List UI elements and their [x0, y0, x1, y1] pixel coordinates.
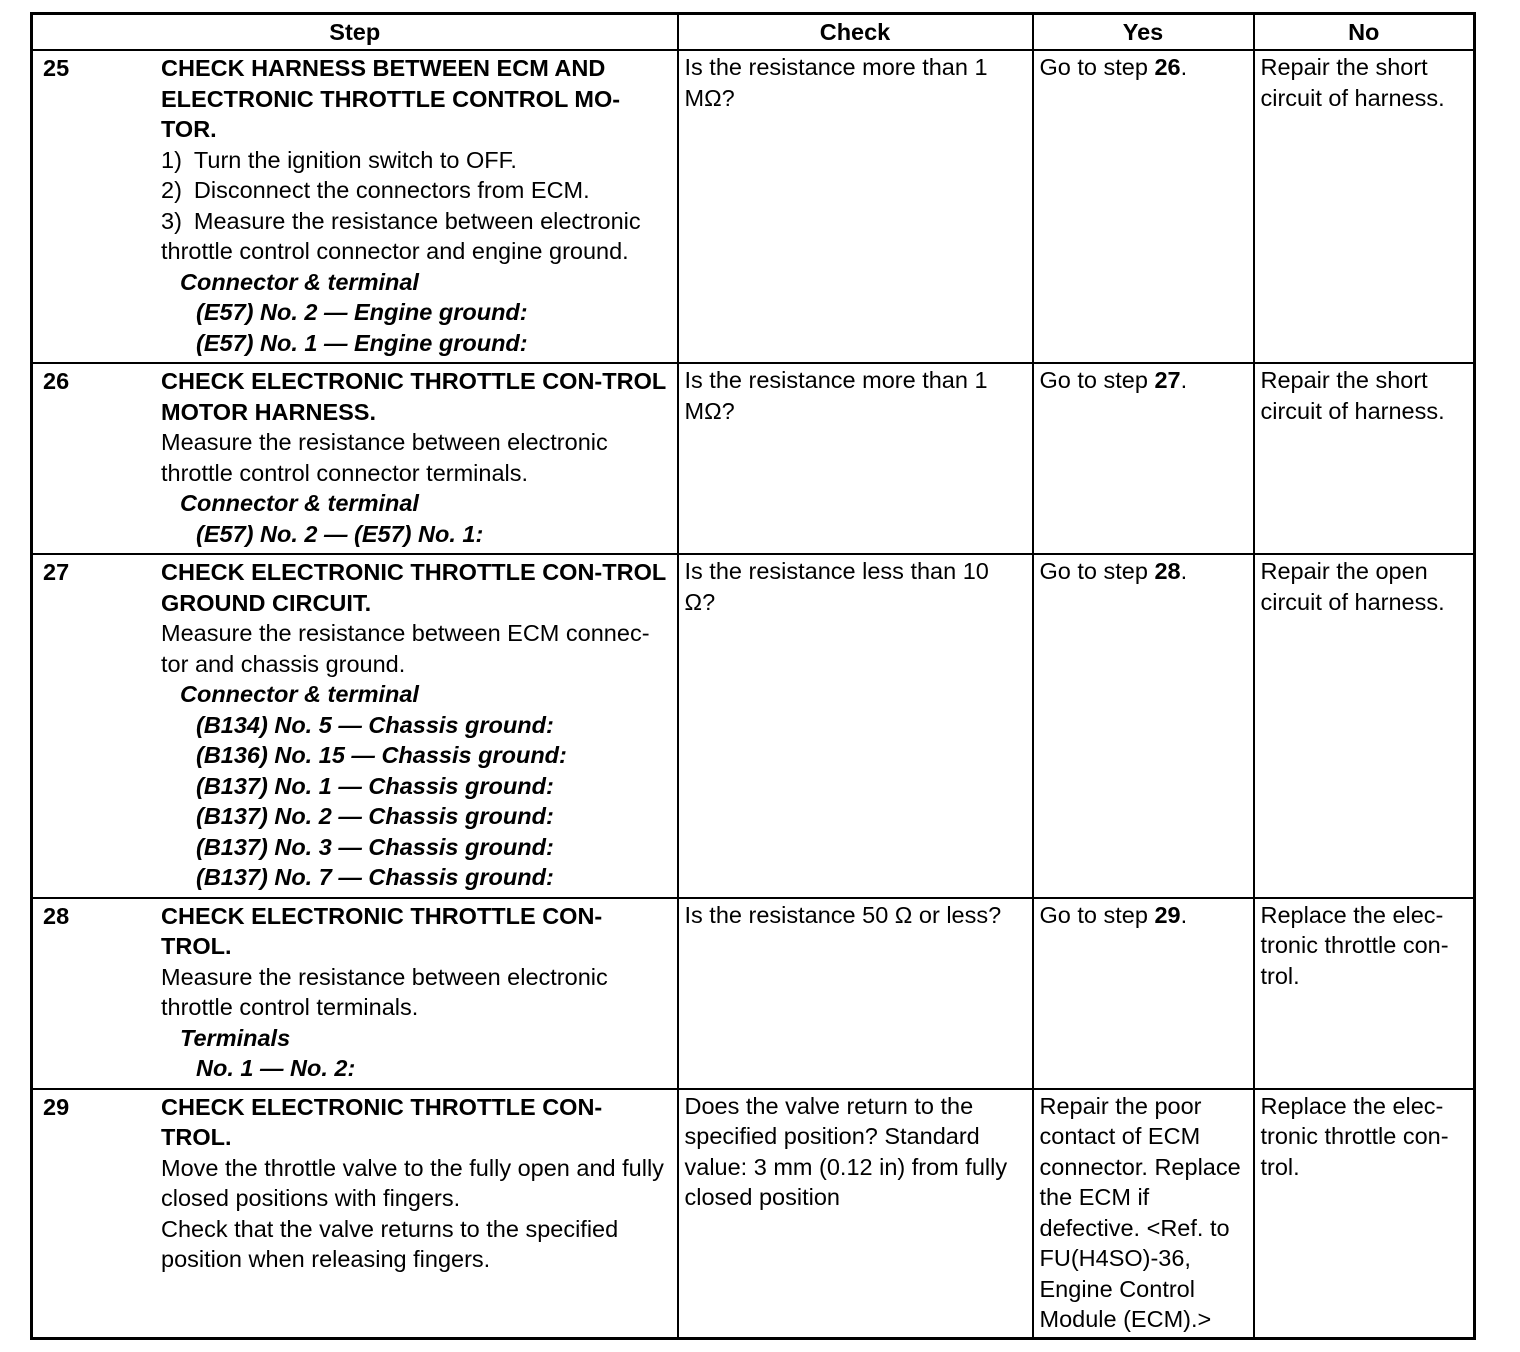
- substep-text: Measure the resistance between electronic throttle control connector and engine ground.: [161, 207, 641, 264]
- connector-item: (E57) No. 2 — Engine ground:: [196, 299, 528, 325]
- check-cell: Is the resistance more than 1 MΩ?: [678, 363, 1033, 554]
- no-cell: Repair the short circuit of harness.: [1254, 50, 1475, 363]
- header-yes: Yes: [1033, 14, 1254, 51]
- no-cell: Replace the elec-tronic throttle con-trol.: [1254, 1089, 1475, 1339]
- yes-prefix: Go to step: [1039, 901, 1155, 928]
- connector-item: (B137) No. 3 — Chassis ground:: [196, 833, 554, 860]
- check-cell: Does the valve return to the specified position? Standard value: 3 mm (0.12 in) from fully closed position: [678, 1089, 1033, 1339]
- yes-suffix: .: [1180, 367, 1188, 393]
- table-row: [32, 50, 1475, 363]
- step-cell: [32, 1089, 678, 1339]
- connector-heading: Connector & terminal: [180, 681, 419, 707]
- connector-item: (B137) No. 1 — Chassis ground:: [196, 772, 554, 799]
- yes-step-link: 28: [1154, 558, 1181, 584]
- step-number: 26: [43, 368, 70, 394]
- step-title: CHECK ELECTRONIC THROTTLE CON-TROL.: [161, 902, 603, 959]
- terminal-item: No. 1 — No. 2:: [196, 1055, 356, 1081]
- terminals-heading: Terminals: [180, 1024, 291, 1051]
- step-title: CHECK ELECTRONIC THROTTLE CON-TROL.: [161, 1093, 603, 1150]
- step-title: CHECK ELECTRONIC THROTTLE CON-TROL MOTOR HARNESS.: [161, 368, 666, 425]
- step-number: 28: [43, 902, 70, 929]
- connector-item: (E57) No. 2 — (E57) No. 1:: [196, 520, 484, 547]
- step-number: 25: [43, 55, 70, 81]
- header-no: No: [1254, 14, 1475, 51]
- yes-suffix: .: [1180, 558, 1188, 584]
- no-cell: Repair the short circuit of harness.: [1254, 363, 1475, 554]
- diagnostic-table: [30, 12, 1476, 1340]
- yes-cell: [1033, 50, 1254, 363]
- substep-number: 3): [161, 207, 182, 234]
- connector-heading: Connector & terminal: [180, 268, 419, 295]
- substep-text: Disconnect the connectors from ECM.: [193, 177, 590, 203]
- substep-text: Turn the ignition switch to OFF.: [193, 146, 517, 173]
- check-cell: Is the resistance less than 10 Ω?: [678, 554, 1033, 898]
- step-number: 29: [43, 1093, 70, 1120]
- substep-number: 2): [161, 177, 182, 203]
- yes-cell: [1033, 898, 1254, 1089]
- table-row: [32, 554, 1475, 898]
- yes-prefix: Go to step: [1039, 367, 1155, 393]
- step-title: CHECK ELECTRONIC THROTTLE CON-TROL GROUND CIRCUIT.: [161, 559, 666, 616]
- connector-item: (B137) No. 7 — Chassis ground:: [196, 864, 554, 890]
- header-step: Step: [32, 14, 678, 51]
- check-cell: Is the resistance more than 1 MΩ?: [678, 50, 1033, 363]
- substep-number: 1): [161, 146, 182, 173]
- yes-prefix: Go to step: [1039, 558, 1155, 584]
- table-row: [32, 363, 1475, 554]
- step-number: 27: [43, 559, 70, 585]
- no-cell: Replace the elec-tronic throttle con-trol.: [1254, 898, 1475, 1089]
- table-row: [32, 1089, 1475, 1339]
- table-row: [32, 898, 1475, 1089]
- connector-item: (B137) No. 2 — Chassis ground:: [196, 803, 554, 829]
- no-cell: Repair the open circuit of harness.: [1254, 554, 1475, 898]
- yes-cell: Repair the poor contact of ECM connector. Replace the ECM if defective. <Ref. to FU(H4SO)-36, Engine Control Module (ECM).>: [1033, 1089, 1254, 1339]
- yes-suffix: .: [1180, 54, 1188, 80]
- step-text: Move the throttle valve to the fully open and fully closed positions with fingers.: [161, 1154, 664, 1211]
- step-text: Check that the valve returns to the specified position when releasing fingers.: [161, 1215, 619, 1272]
- step-cell: [32, 363, 678, 554]
- connector-item: (B134) No. 5 — Chassis ground:: [196, 711, 554, 738]
- step-cell: [32, 50, 678, 363]
- yes-cell: [1033, 554, 1254, 898]
- yes-step-link: 26: [1154, 54, 1181, 80]
- yes-prefix: Go to step: [1039, 54, 1155, 80]
- step-title: CHECK HARNESS BETWEEN ECM AND ELECTRONIC THROTTLE CONTROL MO-TOR.: [161, 55, 621, 142]
- step-text: Measure the resistance between ECM connec-tor and chassis ground.: [161, 620, 650, 677]
- check-cell: Is the resistance 50 Ω or less?: [678, 898, 1033, 1089]
- yes-suffix: .: [1180, 901, 1188, 928]
- yes-step-link: 27: [1154, 367, 1181, 393]
- yes-cell: [1033, 363, 1254, 554]
- header-check: Check: [678, 14, 1033, 51]
- connector-heading: Connector & terminal: [180, 490, 419, 516]
- step-text: Measure the resistance between electronic throttle control connector terminals.: [161, 429, 608, 486]
- connector-item: (E57) No. 1 — Engine ground:: [196, 329, 528, 356]
- step-cell: [32, 898, 678, 1089]
- yes-step-link: 29: [1154, 901, 1181, 928]
- step-text: Measure the resistance between electronic throttle control terminals.: [161, 963, 608, 1020]
- connector-item: (B136) No. 15 — Chassis ground:: [196, 742, 567, 768]
- header-row: [32, 14, 1475, 51]
- step-cell: [32, 554, 678, 898]
